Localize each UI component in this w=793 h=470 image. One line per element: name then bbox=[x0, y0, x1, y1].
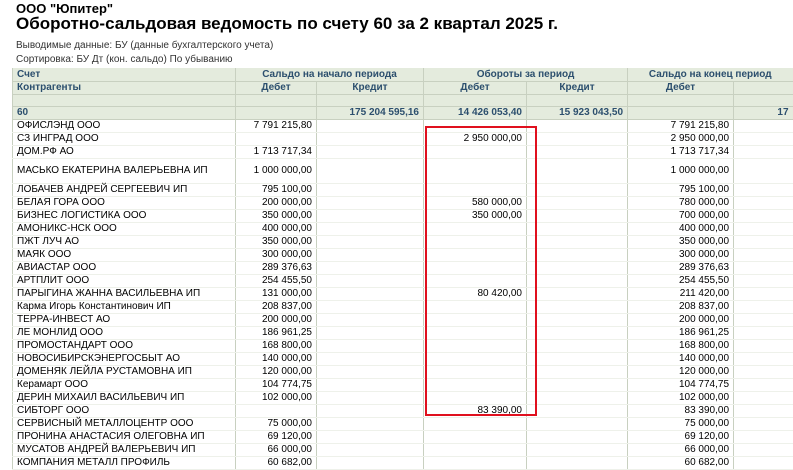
turnover-credit bbox=[527, 301, 628, 314]
table-row[interactable] bbox=[13, 249, 793, 262]
opening-credit bbox=[317, 249, 424, 262]
closing-credit bbox=[734, 431, 793, 444]
closing-debit: 780 000,00 bbox=[628, 197, 734, 210]
turnover-debit bbox=[424, 236, 527, 249]
opening-debit: 60 682,00 bbox=[236, 457, 317, 470]
table-row[interactable] bbox=[13, 262, 793, 275]
header-spacer-row bbox=[13, 95, 793, 107]
turnover-credit bbox=[527, 146, 628, 159]
table-row[interactable] bbox=[13, 314, 793, 327]
turnover-credit bbox=[527, 262, 628, 275]
opening-debit: 400 000,00 bbox=[236, 223, 317, 236]
closing-debit: 140 000,00 bbox=[628, 353, 734, 366]
table-row[interactable] bbox=[13, 340, 793, 353]
turnover-credit bbox=[527, 236, 628, 249]
turnover-credit bbox=[527, 418, 628, 431]
table-row[interactable] bbox=[13, 197, 793, 210]
column-header-account[interactable]: Счет bbox=[13, 68, 236, 82]
opening-credit bbox=[317, 262, 424, 275]
opening-credit bbox=[317, 327, 424, 340]
opening-credit bbox=[317, 146, 424, 159]
opening-credit bbox=[317, 366, 424, 379]
opening-credit bbox=[317, 223, 424, 236]
counterparty-name: ПАРЫГИНА ЖАННА ВАСИЛЬЕВНА ИП bbox=[13, 288, 236, 301]
closing-credit bbox=[734, 405, 793, 418]
opening-credit bbox=[317, 159, 424, 184]
closing-credit bbox=[734, 184, 793, 197]
organization-name: ООО "Юпитер" bbox=[16, 1, 114, 16]
turnover-debit bbox=[424, 120, 527, 133]
closing-debit: 186 961,25 bbox=[628, 327, 734, 340]
table-row[interactable] bbox=[13, 184, 793, 197]
turnover-debit: 80 420,00 bbox=[424, 288, 527, 301]
opening-debit: 350 000,00 bbox=[236, 210, 317, 223]
opening-debit: 1 000 000,00 bbox=[236, 159, 317, 184]
closing-debit: 211 420,00 bbox=[628, 288, 734, 301]
turnover-credit bbox=[527, 327, 628, 340]
counterparty-name: ПРОМОСТАНДАРТ ООО bbox=[13, 340, 236, 353]
closing-debit: 289 376,63 bbox=[628, 262, 734, 275]
opening-debit: 795 100,00 bbox=[236, 184, 317, 197]
column-header-turnover[interactable]: Обороты за период bbox=[424, 68, 628, 82]
turnover-credit bbox=[527, 457, 628, 470]
opening-debit: 208 837,00 bbox=[236, 301, 317, 314]
sorting-note: Сортировка: БУ Дт (кон. сальдо) По убыванию bbox=[16, 54, 233, 65]
turnover-credit bbox=[527, 444, 628, 457]
counterparty-name: АРТПЛИТ ООО bbox=[13, 275, 236, 288]
opening-debit: 200 000,00 bbox=[236, 314, 317, 327]
counterparty-name: БИЗНЕС ЛОГИСТИКА ООО bbox=[13, 210, 236, 223]
turnover-credit bbox=[527, 133, 628, 146]
turnover-credit bbox=[527, 340, 628, 353]
turnover-debit bbox=[424, 340, 527, 353]
opening-debit: 289 376,63 bbox=[236, 262, 317, 275]
turnover-credit bbox=[527, 249, 628, 262]
opening-credit bbox=[317, 133, 424, 146]
closing-debit: 7 791 215,80 bbox=[628, 120, 734, 133]
opening-credit bbox=[317, 418, 424, 431]
turnover-debit bbox=[424, 431, 527, 444]
turnover-credit bbox=[527, 197, 628, 210]
opening-credit bbox=[317, 210, 424, 223]
turnover-debit bbox=[424, 392, 527, 405]
closing-credit bbox=[734, 327, 793, 340]
counterparty-name: КОМПАНИЯ МЕТАЛЛ ПРОФИЛЬ bbox=[13, 457, 236, 470]
counterparty-name: АМОНИКС-НСК ООО bbox=[13, 223, 236, 236]
closing-credit bbox=[734, 197, 793, 210]
table-row[interactable] bbox=[13, 444, 793, 457]
column-header-turnover-credit[interactable]: Кредит bbox=[527, 82, 628, 95]
opening-debit: 254 455,50 bbox=[236, 275, 317, 288]
column-header-turnover-debit[interactable]: Дебет bbox=[424, 82, 527, 95]
opening-debit: 350 000,00 bbox=[236, 236, 317, 249]
opening-debit bbox=[236, 133, 317, 146]
turnover-debit bbox=[424, 301, 527, 314]
opening-credit bbox=[317, 236, 424, 249]
counterparty-name: МАЯК ООО bbox=[13, 249, 236, 262]
closing-credit bbox=[734, 275, 793, 288]
opening-credit bbox=[317, 197, 424, 210]
column-header-closing-credit[interactable] bbox=[734, 82, 793, 95]
total-account-number: 60 bbox=[13, 107, 236, 120]
closing-credit bbox=[734, 457, 793, 470]
closing-credit bbox=[734, 379, 793, 392]
turnover-credit bbox=[527, 431, 628, 444]
turnover-credit bbox=[527, 288, 628, 301]
table-row[interactable] bbox=[13, 159, 793, 184]
closing-debit: 254 455,50 bbox=[628, 275, 734, 288]
counterparty-name: АВИАСТАР ООО bbox=[13, 262, 236, 275]
turnover-debit bbox=[424, 262, 527, 275]
table-row[interactable] bbox=[13, 457, 793, 470]
closing-credit bbox=[734, 288, 793, 301]
counterparty-name: Карма Игорь Константинович ИП bbox=[13, 301, 236, 314]
closing-debit: 2 950 000,00 bbox=[628, 133, 734, 146]
table-row[interactable] bbox=[13, 275, 793, 288]
closing-credit bbox=[734, 353, 793, 366]
column-header-closing-debit[interactable]: Дебет bbox=[628, 82, 734, 95]
closing-debit: 66 000,00 bbox=[628, 444, 734, 457]
turnover-debit bbox=[424, 327, 527, 340]
closing-credit bbox=[734, 366, 793, 379]
opening-credit bbox=[317, 392, 424, 405]
opening-debit: 1 713 717,34 bbox=[236, 146, 317, 159]
turnover-debit bbox=[424, 249, 527, 262]
turnover-credit bbox=[527, 210, 628, 223]
table-row[interactable] bbox=[13, 236, 793, 249]
counterparty-name: НОВОСИБИРСКЭНЕРГОСБЫТ АО bbox=[13, 353, 236, 366]
table-row[interactable] bbox=[13, 405, 793, 418]
closing-credit bbox=[734, 223, 793, 236]
report-title: Оборотно-сальдовая ведомость по счету 60 за 2 квартал 2025 г. bbox=[16, 14, 558, 33]
counterparty-name: СИБТОРГ ООО bbox=[13, 405, 236, 418]
turnover-debit: 580 000,00 bbox=[424, 197, 527, 210]
counterparty-name: ПРОНИНА АНАСТАСИЯ ОЛЕГОВНА ИП bbox=[13, 431, 236, 444]
opening-debit: 104 774,75 bbox=[236, 379, 317, 392]
closing-debit: 300 000,00 bbox=[628, 249, 734, 262]
counterparty-name: МУСАТОВ АНДРЕЙ ВАЛЕРЬЕВИЧ ИП bbox=[13, 444, 236, 457]
closing-debit: 60 682,00 bbox=[628, 457, 734, 470]
opening-debit: 102 000,00 bbox=[236, 392, 317, 405]
turnover-credit bbox=[527, 405, 628, 418]
opening-debit: 140 000,00 bbox=[236, 353, 317, 366]
column-header-closing-balance[interactable]: Сальдо на конец период bbox=[628, 68, 793, 82]
opening-credit bbox=[317, 457, 424, 470]
closing-debit: 104 774,75 bbox=[628, 379, 734, 392]
account-total-row[interactable] bbox=[13, 107, 793, 120]
closing-credit bbox=[734, 418, 793, 431]
table-row[interactable] bbox=[13, 288, 793, 301]
counterparty-name: СЗ ИНГРАД ООО bbox=[13, 133, 236, 146]
closing-debit: 1 713 717,34 bbox=[628, 146, 734, 159]
column-header-counterparties[interactable]: Контрагенты bbox=[13, 82, 236, 95]
turnover-debit bbox=[424, 366, 527, 379]
turnover-debit: 350 000,00 bbox=[424, 210, 527, 223]
closing-debit: 102 000,00 bbox=[628, 392, 734, 405]
table-row[interactable] bbox=[13, 301, 793, 314]
closing-debit: 83 390,00 bbox=[628, 405, 734, 418]
counterparty-name: МАСЬКО ЕКАТЕРИНА ВАЛЕРЬЕВНА ИП bbox=[13, 159, 236, 184]
closing-credit bbox=[734, 314, 793, 327]
column-header-opening-credit[interactable]: Кредит bbox=[317, 82, 424, 95]
table-row[interactable] bbox=[13, 210, 793, 223]
opening-credit bbox=[317, 120, 424, 133]
table-row[interactable] bbox=[13, 379, 793, 392]
closing-debit: 69 120,00 bbox=[628, 431, 734, 444]
column-header-opening-debit[interactable]: Дебет bbox=[236, 82, 317, 95]
opening-debit: 131 000,00 bbox=[236, 288, 317, 301]
closing-debit: 350 000,00 bbox=[628, 236, 734, 249]
column-header-opening-balance[interactable]: Сальдо на начало периода bbox=[236, 68, 424, 82]
opening-credit bbox=[317, 314, 424, 327]
closing-debit: 200 000,00 bbox=[628, 314, 734, 327]
turnover-credit bbox=[527, 275, 628, 288]
counterparty-name: БЕЛАЯ ГОРА ООО bbox=[13, 197, 236, 210]
closing-debit: 700 000,00 bbox=[628, 210, 734, 223]
output-data-note: Выводимые данные: БУ (данные бухгалтерского учета) bbox=[16, 40, 274, 51]
closing-debit: 168 800,00 bbox=[628, 340, 734, 353]
opening-debit: 200 000,00 bbox=[236, 197, 317, 210]
counterparty-name: Керамарт ООО bbox=[13, 379, 236, 392]
closing-credit bbox=[734, 236, 793, 249]
closing-credit bbox=[734, 210, 793, 223]
table-row[interactable] bbox=[13, 146, 793, 159]
opening-debit bbox=[236, 405, 317, 418]
opening-credit bbox=[317, 379, 424, 392]
table-row[interactable] bbox=[13, 431, 793, 444]
turnover-debit bbox=[424, 223, 527, 236]
counterparty-name: ДОМЕНЯК ЛЕЙЛА РУСТАМОВНА ИП bbox=[13, 366, 236, 379]
closing-credit bbox=[734, 249, 793, 262]
opening-credit bbox=[317, 405, 424, 418]
counterparty-name: ДОМ.РФ АО bbox=[13, 146, 236, 159]
closing-debit: 795 100,00 bbox=[628, 184, 734, 197]
total-turnover-credit: 15 923 043,50 bbox=[527, 107, 628, 120]
opening-credit bbox=[317, 431, 424, 444]
turnover-debit bbox=[424, 379, 527, 392]
turnover-balance-sheet-table bbox=[12, 68, 793, 470]
counterparty-name: ОФИСЛЭНД ООО bbox=[13, 120, 236, 133]
opening-debit: 75 000,00 bbox=[236, 418, 317, 431]
turnover-debit bbox=[424, 146, 527, 159]
turnover-credit bbox=[527, 314, 628, 327]
opening-debit: 66 000,00 bbox=[236, 444, 317, 457]
table-row[interactable] bbox=[13, 353, 793, 366]
table-row[interactable] bbox=[13, 392, 793, 405]
opening-debit: 7 791 215,80 bbox=[236, 120, 317, 133]
total-opening-credit: 175 204 595,16 bbox=[317, 107, 424, 120]
turnover-debit bbox=[424, 444, 527, 457]
turnover-credit bbox=[527, 353, 628, 366]
turnover-credit bbox=[527, 379, 628, 392]
counterparty-name: ЛОБАЧЕВ АНДРЕЙ СЕРГЕЕВИЧ ИП bbox=[13, 184, 236, 197]
table-row[interactable] bbox=[13, 223, 793, 236]
counterparty-name: ПЖТ ЛУЧ АО bbox=[13, 236, 236, 249]
closing-credit bbox=[734, 120, 793, 133]
table-row[interactable] bbox=[13, 133, 793, 146]
closing-credit bbox=[734, 301, 793, 314]
opening-debit: 120 000,00 bbox=[236, 366, 317, 379]
counterparty-name: ЛЕ МОНЛИД ООО bbox=[13, 327, 236, 340]
turnover-credit bbox=[527, 366, 628, 379]
closing-debit: 1 000 000,00 bbox=[628, 159, 734, 184]
turnover-debit bbox=[424, 457, 527, 470]
opening-credit bbox=[317, 184, 424, 197]
counterparty-name: ТЕРРА-ИНВЕСТ АО bbox=[13, 314, 236, 327]
counterparty-name: ДЕРИН МИХАИЛ ВАСИЛЬЕВИЧ ИП bbox=[13, 392, 236, 405]
turnover-debit bbox=[424, 418, 527, 431]
table-row[interactable] bbox=[13, 120, 793, 133]
table-row[interactable] bbox=[13, 366, 793, 379]
turnover-debit: 83 390,00 bbox=[424, 405, 527, 418]
opening-debit: 186 961,25 bbox=[236, 327, 317, 340]
opening-credit bbox=[317, 288, 424, 301]
table-row[interactable] bbox=[13, 418, 793, 431]
turnover-credit bbox=[527, 392, 628, 405]
total-turnover-debit: 14 426 053,40 bbox=[424, 107, 527, 120]
closing-debit: 75 000,00 bbox=[628, 418, 734, 431]
closing-credit bbox=[734, 392, 793, 405]
closing-debit: 120 000,00 bbox=[628, 366, 734, 379]
turnover-debit: 2 950 000,00 bbox=[424, 133, 527, 146]
closing-debit: 208 837,00 bbox=[628, 301, 734, 314]
opening-credit bbox=[317, 301, 424, 314]
turnover-debit bbox=[424, 353, 527, 366]
table-row[interactable] bbox=[13, 327, 793, 340]
opening-credit bbox=[317, 353, 424, 366]
opening-debit: 69 120,00 bbox=[236, 431, 317, 444]
counterparty-name: СЕРВИСНЫЙ МЕТАЛЛОЦЕНТР ООО bbox=[13, 418, 236, 431]
total-opening-debit bbox=[236, 107, 317, 120]
turnover-credit bbox=[527, 159, 628, 184]
closing-credit bbox=[734, 133, 793, 146]
turnover-credit bbox=[527, 120, 628, 133]
closing-credit bbox=[734, 159, 793, 184]
closing-credit bbox=[734, 262, 793, 275]
closing-credit bbox=[734, 340, 793, 353]
turnover-debit bbox=[424, 314, 527, 327]
turnover-credit bbox=[527, 184, 628, 197]
closing-debit: 400 000,00 bbox=[628, 223, 734, 236]
closing-credit bbox=[734, 444, 793, 457]
turnover-debit bbox=[424, 275, 527, 288]
opening-credit bbox=[317, 340, 424, 353]
total-closing-debit bbox=[628, 107, 734, 120]
opening-debit: 300 000,00 bbox=[236, 249, 317, 262]
turnover-debit bbox=[424, 184, 527, 197]
closing-credit bbox=[734, 146, 793, 159]
turnover-debit bbox=[424, 159, 527, 184]
total-closing-credit: 17 bbox=[734, 107, 793, 120]
opening-credit bbox=[317, 275, 424, 288]
turnover-credit bbox=[527, 223, 628, 236]
opening-debit: 168 800,00 bbox=[236, 340, 317, 353]
opening-credit bbox=[317, 444, 424, 457]
